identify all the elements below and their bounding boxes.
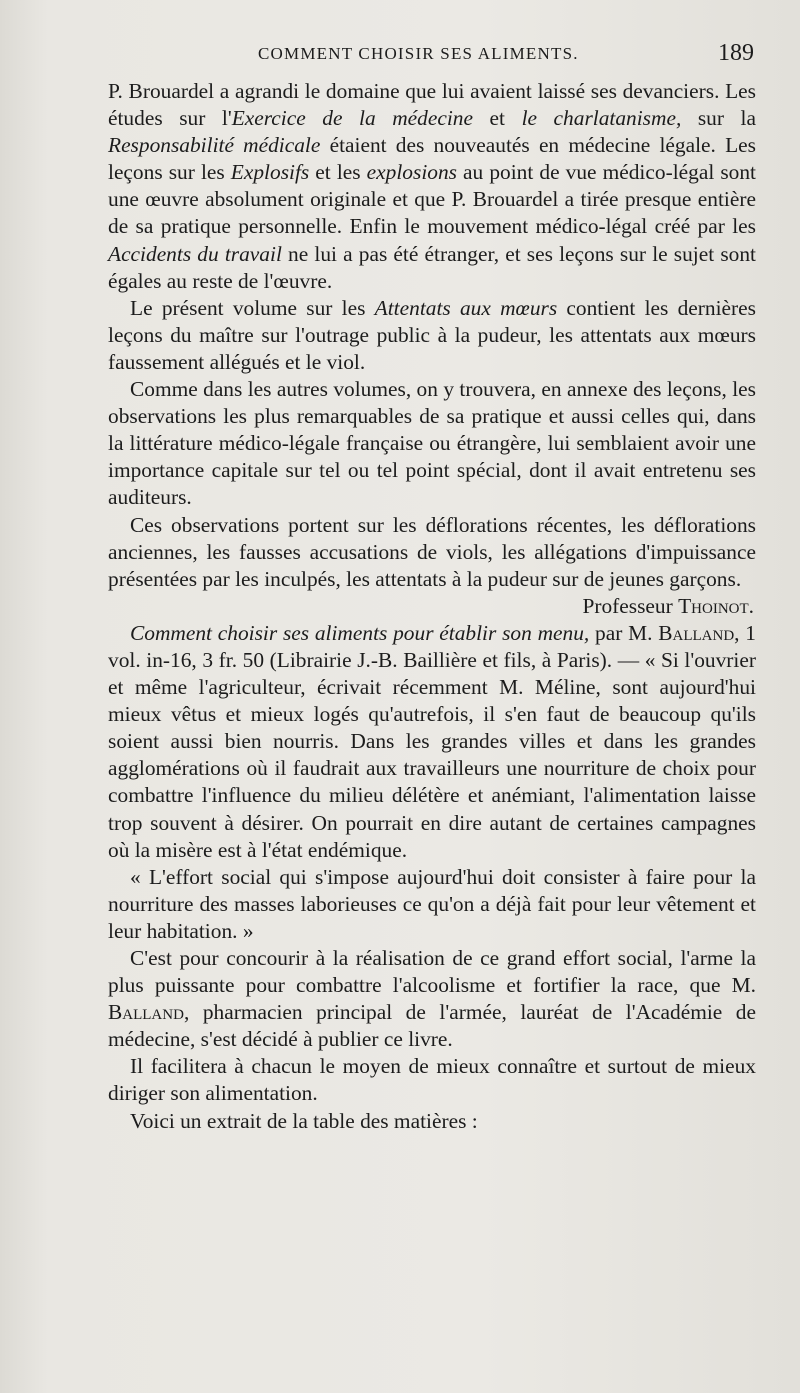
reviewer-signature: Professeur Thoinot. <box>582 593 754 618</box>
review1-paragraph-3: Comme dans les autres volumes, on y trouvera, en annexe des leçons, les observations les plus remarquables de sa pratique et aussi celles qui, dans la littérature médico-légale française ou étrangère, lui semblaient avoir une importance capitale sur tel ou tel point spécial, dont il avait entretenu ses auditeurs. <box>108 377 756 510</box>
page-header <box>108 40 756 74</box>
review1-paragraph-4: Ces observations portent sur les déflorations récentes, les déflorations anciennes, les fausses accusations de viols, les allégations d'impuissance présentées par les inculpés, les attentats à la pudeur sur de jeunes garçons. <box>108 512 756 591</box>
review2-paragraph-5: Voici un extrait de la table des matières : <box>130 1108 478 1133</box>
running-title: COMMENT CHOISIR SES ALIMENTS. <box>258 44 579 63</box>
review1-paragraph-1: P. Brouardel a agrandi le domaine que lui avaient laissé ses devanciers. Les études sur l'Exercice de la médecine et le charlatanisme, sur la Responsabilité médicale étaient des nouveautés en médecine légale. Les leçons sur les Explosifs et les explosions au point de vue médico-légal sont une œuvre absolument originale et que P. Brouardel a tirée presque entière de sa pratique personnelle. Enfin le mouvement médico-légal créé par les Accidents du travail ne lui a pas été étranger, et ses leçons sur le sujet sont égales au reste de l'œuvre. <box>108 79 756 293</box>
review1-paragraph-2: Le présent volume sur les Attentats aux mœurs contient les dernières leçons du maître sur l'outrage public à la pudeur, les attentats aux mœurs faussement allégués et le viol. <box>108 295 756 374</box>
review2-paragraph-3: C'est pour concourir à la réalisation de ce grand effort social, l'arme la plus puissante pour combattre l'alcoolisme et fortifier la race, que M. Balland, pharmacien principal de l'armée, lauréat de l'Académie de médecine, s'est décidé à publier ce livre. <box>108 946 756 1052</box>
body-text <box>108 78 756 1135</box>
review2-intro: Comment choisir ses aliments pour établir son menu, par M. Balland, 1 vol. in-16, 3 fr. 50 (Librairie J.-B. Baillière et fils, à Paris). — « Si l'ouvrier et même l'agriculteur, écrivait récemment M. Méline, sont aujourd'hui mieux vêtus et mieux logés qu'autrefois, il s'en faut de beaucoup qu'ils soient aussi bien nourris. Dans les grandes villes et dans les grandes agglomérations où il faudrait aux travailleurs une nourriture de choix pour combattre l'influence du milieu délétère et anémiant, l'alimentation laisse trop souvent à désirer. On pourrait en dire autant de certaines campagnes où la misère est à l'état endémique. <box>108 620 756 862</box>
review2-paragraph-4: Il facilitera à chacun le moyen de mieux connaître et surtout de mieux diriger son alimentation. <box>108 1054 756 1106</box>
page-number: 189 <box>718 40 754 66</box>
review2-paragraph-2: « L'effort social qui s'impose aujourd'hui doit consister à faire pour la nourriture des masses laborieuses ce qu'on a déjà fait pour leur vêtement et leur habitation. » <box>108 864 756 943</box>
